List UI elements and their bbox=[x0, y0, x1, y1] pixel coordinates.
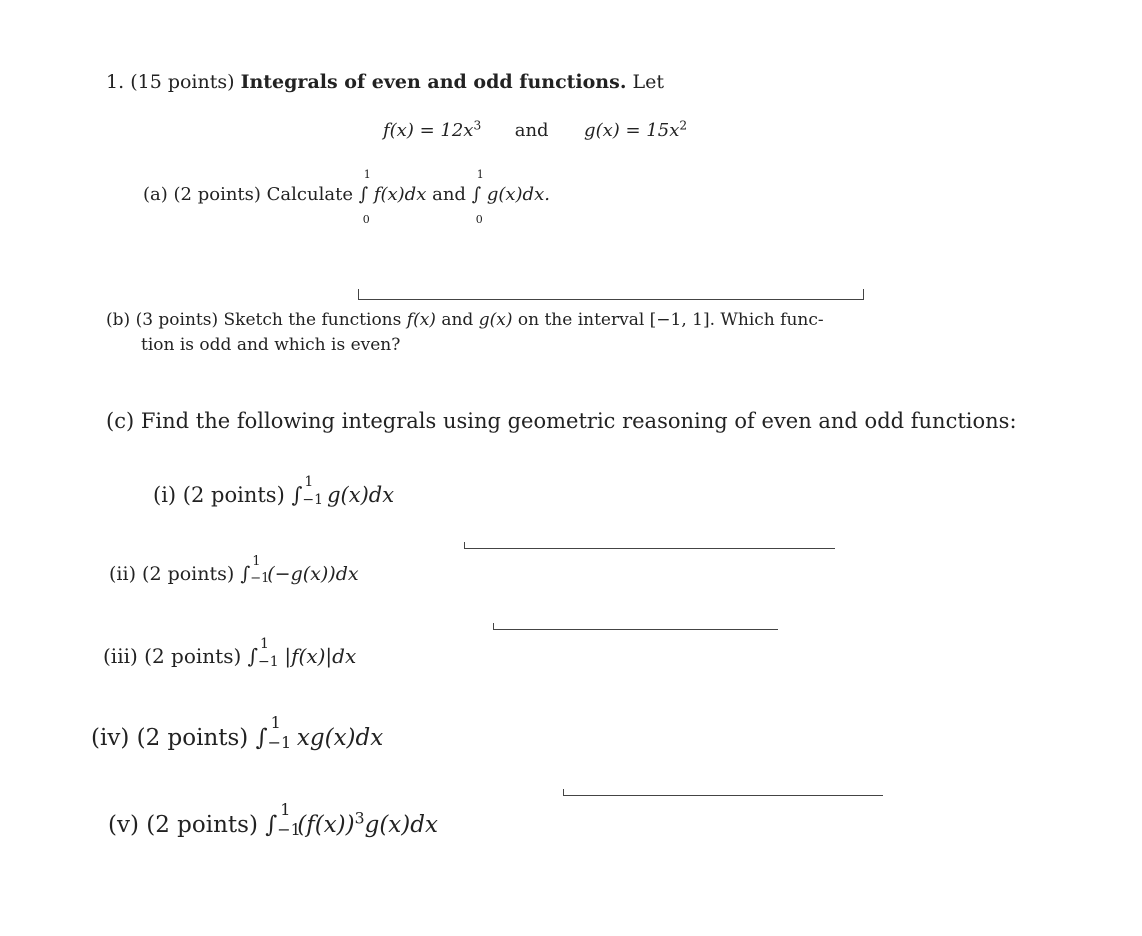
int2-lower-limit: 0 bbox=[475, 213, 483, 226]
integral-sign-icon: ∫ bbox=[265, 812, 278, 838]
subpart-i-label: (i) bbox=[153, 483, 177, 507]
subpart-iv-points: (2 points) bbox=[136, 725, 249, 751]
part-a-text: Calculate bbox=[266, 184, 353, 205]
int1-lower-limit: 0 bbox=[362, 213, 370, 226]
answer-blank-ii[interactable] bbox=[493, 623, 778, 630]
subpart-v-body-a: (f(x)) bbox=[297, 812, 355, 838]
definition-connector: and bbox=[514, 120, 549, 141]
problem-number: 1. bbox=[106, 71, 125, 93]
problem-title: Integrals of even and odd functions. bbox=[240, 71, 627, 93]
part-b-line2: tion is odd and which is even? bbox=[141, 335, 401, 355]
subpart-ii-points: (2 points) bbox=[142, 563, 235, 585]
part-c-label: (c) bbox=[106, 409, 135, 433]
subpart-v bbox=[108, 800, 438, 839]
subpart-ii bbox=[109, 554, 359, 586]
subpart-i-body: g(x)dx bbox=[327, 483, 395, 507]
subpart-ii-upper: 1 bbox=[252, 554, 261, 569]
subpart-ii-lower: −1 bbox=[250, 571, 270, 586]
g-definition: g(x) = 15x bbox=[584, 120, 680, 141]
subpart-i-upper: 1 bbox=[304, 474, 314, 490]
subpart-iv-body: xg(x)dx bbox=[296, 725, 384, 751]
part-a-label: (a) bbox=[143, 184, 168, 205]
integral-sign-icon: ∫ bbox=[471, 184, 482, 205]
part-a-integral-2 bbox=[471, 168, 484, 226]
subpart-ii-body: (−g(x))dx bbox=[267, 563, 359, 585]
problem-header bbox=[106, 73, 664, 92]
part-b-gx: g(x) bbox=[478, 310, 513, 330]
subpart-iv-upper: 1 bbox=[270, 713, 281, 732]
subpart-iii bbox=[103, 636, 357, 670]
problem-lead: Let bbox=[632, 71, 664, 93]
part-b-and: and bbox=[441, 310, 474, 330]
subpart-v-points: (2 points) bbox=[146, 812, 258, 838]
function-definitions bbox=[383, 118, 688, 141]
g-exponent: 2 bbox=[679, 118, 688, 133]
answer-blank-iv[interactable] bbox=[563, 789, 883, 796]
int1-upper-limit: 1 bbox=[363, 168, 371, 181]
int2-body: g(x)dx. bbox=[486, 184, 550, 205]
subpart-i bbox=[153, 474, 395, 508]
int1-body: f(x)dx bbox=[373, 184, 427, 205]
subpart-iii-upper: 1 bbox=[260, 636, 269, 652]
subpart-i-points: (2 points) bbox=[182, 483, 285, 507]
subpart-v-upper: 1 bbox=[280, 800, 291, 819]
subpart-ii-label: (ii) bbox=[109, 563, 136, 585]
subpart-iii-points: (2 points) bbox=[144, 644, 242, 668]
integral-sign-icon: ∫ bbox=[240, 563, 251, 585]
subpart-i-lower: −1 bbox=[302, 492, 324, 508]
integral-sign-icon: ∫ bbox=[247, 644, 259, 668]
answer-blank-i[interactable] bbox=[464, 542, 835, 549]
integral-sign-icon: ∫ bbox=[291, 483, 303, 507]
integral-sign-icon: ∫ bbox=[255, 725, 268, 751]
part-a-points: (2 points) bbox=[173, 184, 261, 205]
f-definition: f(x) = 12x bbox=[383, 120, 474, 141]
subpart-v-lower: −1 bbox=[277, 820, 301, 839]
part-c-text: Find the following integrals using geometric reasoning of even and odd functions: bbox=[140, 409, 1017, 433]
part-b-line1 bbox=[106, 312, 824, 329]
answer-blank-a[interactable] bbox=[358, 289, 864, 300]
subpart-v-exponent: 3 bbox=[354, 808, 365, 828]
part-b-fx: f(x) bbox=[406, 310, 436, 330]
part-b-points: (3 points) bbox=[135, 310, 219, 330]
part-b-text-b: on the interval [−1, 1]. Which func- bbox=[517, 310, 824, 330]
part-a-integral-1 bbox=[358, 168, 371, 226]
subpart-v-label: (v) bbox=[108, 812, 139, 838]
subpart-iii-label: (iii) bbox=[103, 644, 138, 668]
part-c bbox=[106, 411, 1017, 432]
part-b-text-a: Sketch the functions bbox=[223, 310, 402, 330]
subpart-v-body-b: g(x)dx bbox=[364, 812, 438, 838]
int2-upper-limit: 1 bbox=[476, 168, 484, 181]
subpart-iv bbox=[91, 713, 384, 752]
problem-points: (15 points) bbox=[130, 71, 235, 93]
subpart-iv-label: (iv) bbox=[91, 725, 130, 751]
subpart-iii-body: |f(x)|dx bbox=[284, 644, 357, 668]
part-a-and: and bbox=[432, 184, 466, 205]
subpart-iv-lower: −1 bbox=[267, 733, 292, 752]
integral-sign-icon: ∫ bbox=[358, 184, 369, 205]
subpart-iii-lower: −1 bbox=[258, 654, 279, 670]
part-a bbox=[143, 168, 550, 226]
part-b-label: (b) bbox=[106, 310, 131, 330]
f-exponent: 3 bbox=[473, 118, 482, 133]
